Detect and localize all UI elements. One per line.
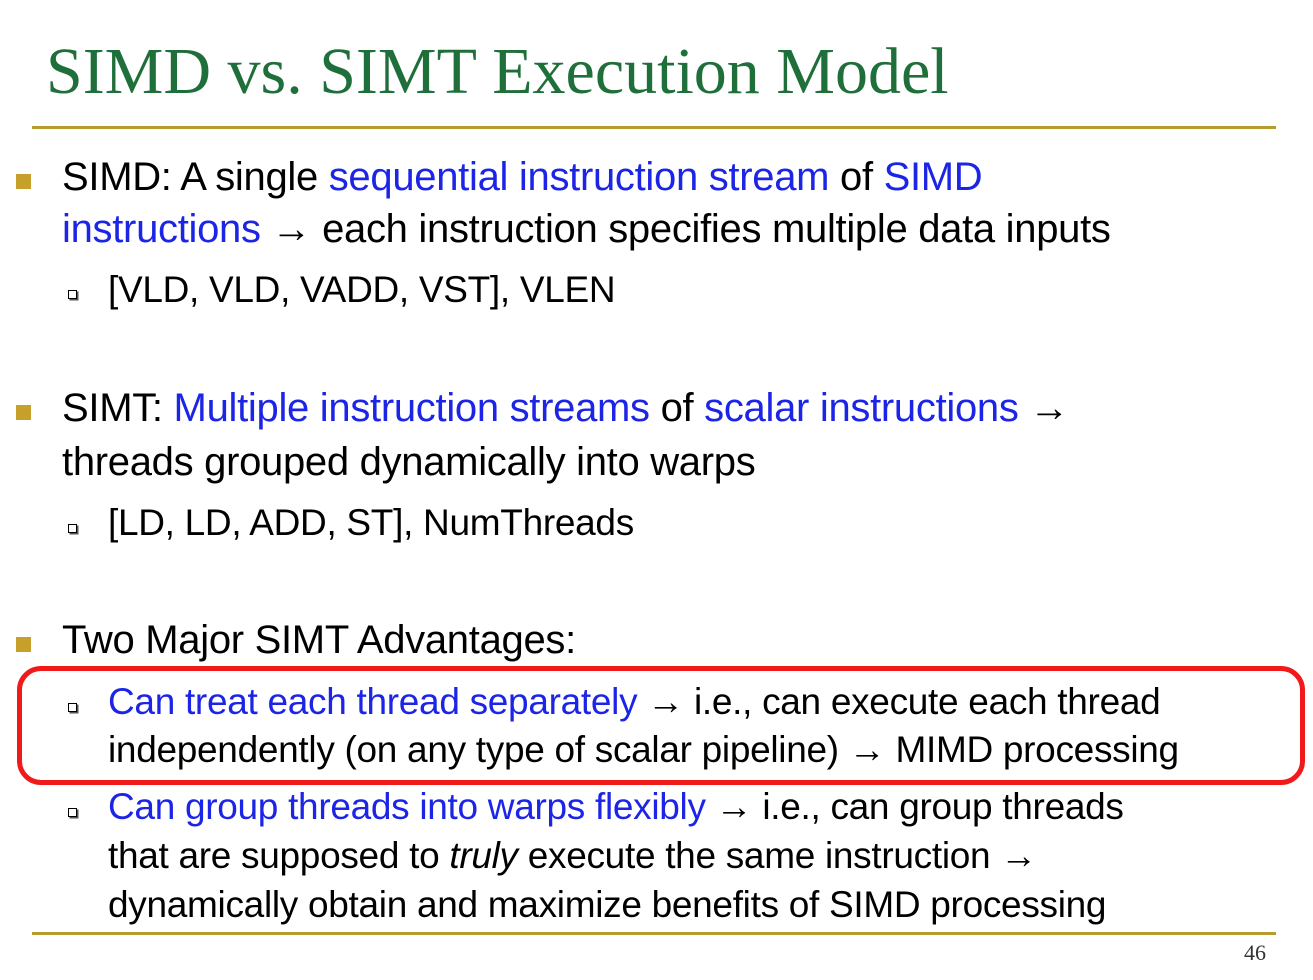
arrow-icon: →	[1029, 386, 1070, 430]
advantage-1-term: Can treat each thread separately	[108, 681, 638, 722]
advantage-1-rest: i.e., can execute each thread	[683, 681, 1161, 722]
advantage-2-rest: i.e., can group threads	[752, 786, 1124, 827]
arrow-icon: →	[271, 207, 312, 251]
simd-term-instructions: instructions	[62, 207, 261, 251]
advantage-2-line-2a: that are supposed to	[108, 835, 450, 876]
arrow-icon: →	[1000, 835, 1037, 876]
sub-bullet-checkbox-icon	[68, 524, 77, 533]
arrow-icon: →	[647, 681, 684, 722]
advantage-2-emphasis: truly	[449, 835, 518, 876]
simd-term-sequential-stream: sequential instruction stream	[328, 155, 830, 199]
simt-sub-item: [LD, LD, ADD, ST], NumThreads	[108, 502, 634, 543]
advantage-2-line-1	[108, 783, 1124, 831]
simd-term-simd: SIMD	[883, 155, 983, 199]
arrow-icon: →	[715, 786, 753, 827]
advantage-1-line-2b: MIMD processing	[885, 729, 1179, 770]
bullet-square-icon	[16, 405, 31, 420]
slide-title: SIMD vs. SIMT Execution Model	[46, 35, 949, 108]
title-divider	[32, 126, 1276, 129]
advantage-2-line-2b: execute the same instruction	[517, 835, 1001, 876]
highlight-callout-box	[17, 666, 1305, 785]
simd-rest: each instruction specifies multiple data inputs	[311, 207, 1111, 251]
simd-lead: SIMD: A single	[62, 155, 329, 199]
bullet-square-icon	[16, 174, 31, 189]
advantage-2-line-3: dynamically obtain and maximize benefits of SIMD processing	[108, 884, 1107, 925]
arrow-icon: →	[848, 729, 886, 770]
advantage-2-line-2	[108, 832, 1037, 880]
simt-lead: SIMT:	[62, 386, 174, 430]
advantage-2-term: Can group threads into warps flexibly	[108, 786, 706, 827]
page-number: 46	[1244, 940, 1266, 965]
simd-bullet-line-1	[62, 152, 982, 202]
simd-bullet-line-2	[62, 204, 1111, 254]
simd-mid: of	[829, 155, 884, 199]
bullet-square-icon	[16, 637, 31, 652]
sub-bullet-checkbox-icon	[68, 290, 77, 299]
advantage-1-line-2a: independently (on any type of scalar pipeline)	[108, 729, 849, 770]
simt-mid: of	[649, 386, 705, 430]
sub-bullet-checkbox-icon	[68, 808, 77, 817]
simd-sub-item: [VLD, VLD, VADD, VST], VLEN	[108, 269, 616, 310]
simt-bullet-line-1	[62, 383, 1069, 433]
simt-term-multiple-streams: Multiple instruction streams	[173, 386, 650, 430]
footer-divider	[32, 932, 1276, 935]
advantages-heading: Two Major SIMT Advantages:	[62, 618, 576, 662]
simt-bullet-line-2: threads grouped dynamically into warps	[62, 440, 756, 484]
simt-term-scalar-instructions: scalar instructions	[704, 386, 1019, 430]
